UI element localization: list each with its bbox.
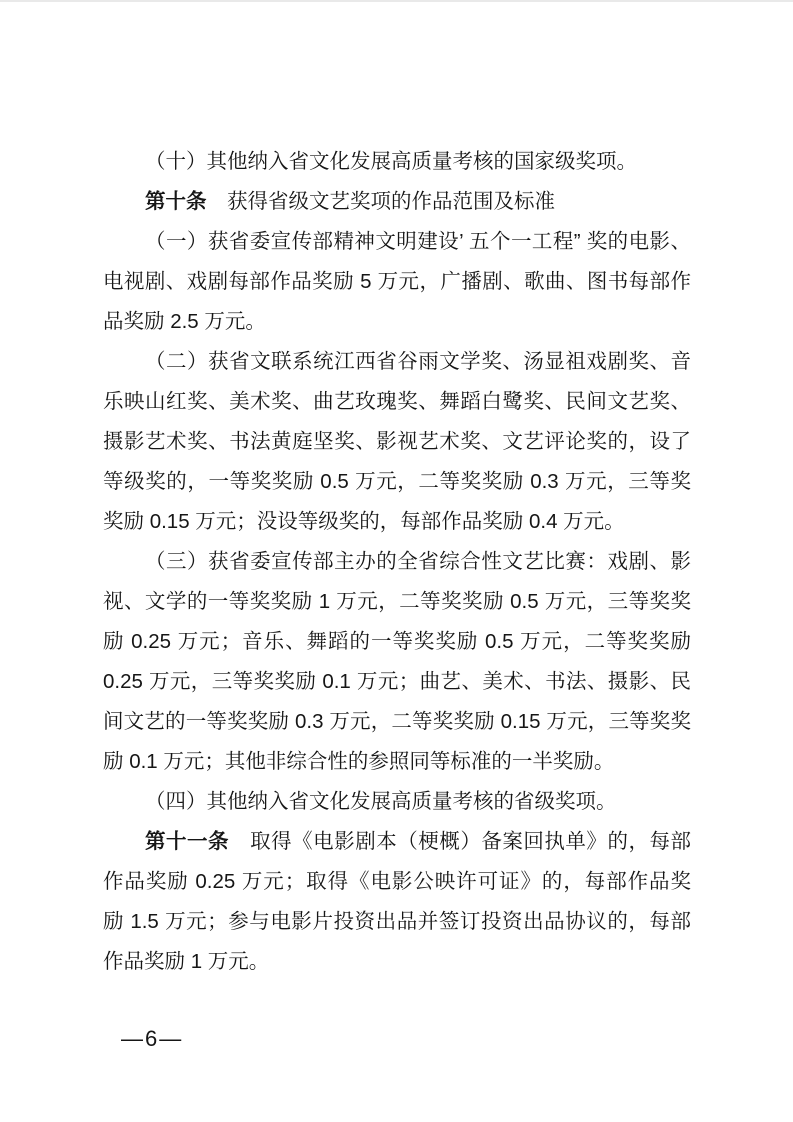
document-line [103,462,691,502]
line-text: 摄影艺术奖、书法黄庭坚奖、影视艺术奖、文艺评论奖的，设了 [103,430,691,453]
document-line [103,262,691,302]
document-line [103,902,691,942]
line-text: 取得《电影剧本（梗概）备案回执单》的，每部 [229,830,691,853]
line-text: 0.25 万元，三等奖奖励 0.1 万元；曲艺、美术、书法、摄影、民 [103,670,691,693]
document-line [103,542,691,582]
line-text: （四）其他纳入省文化发展高质量考核的省级奖项。 [145,790,617,813]
document-line [103,702,691,742]
page-number: —6— [121,1026,184,1051]
document-line [103,342,691,382]
document-line [103,822,691,862]
document-line [103,142,691,182]
line-text: 视、文学的一等奖奖励 1 万元，二等奖奖励 0.5 万元，三等奖奖 [103,590,691,613]
document-line [103,222,691,262]
article-heading: 第十条 [145,190,207,213]
document-line [103,582,691,622]
line-text: 电视剧、戏剧每部作品奖励 5 万元，广播剧、歌曲、图书每部作 [103,270,691,293]
document-line [103,742,691,782]
document-body [103,142,691,982]
line-text: 奖励 0.15 万元；没设等级奖的，每部作品奖励 0.4 万元。 [103,510,625,533]
line-text: 作品奖励 0.25 万元；取得《电影公映许可证》的，每部作品奖 [103,870,691,893]
document-line [103,382,691,422]
scan-top-edge [0,0,793,2]
line-text: （十）其他纳入省文化发展高质量考核的国家级奖项。 [145,150,637,173]
document-line [103,942,691,982]
document-line [103,302,691,342]
line-text: 励 1.5 万元；参与电影片投资出品并签订投资出品协议的，每部 [103,910,691,933]
line-text: 品奖励 2.5 万元。 [103,310,266,333]
line-text: 乐映山红奖、美术奖、曲艺玫瑰奖、舞蹈白鹭奖、民间文艺奖、 [103,390,691,413]
line-text: 获得省级文艺奖项的作品范围及标准 [206,190,555,213]
line-text: （三）获省委宣传部主办的全省综合性文艺比赛：戏剧、影 [145,550,691,573]
line-text: （二）获省文联系统江西省谷雨文学奖、汤显祖戏剧奖、音 [145,350,691,373]
line-text: 励 0.1 万元；其他非综合性的参照同等标准的一半奖励。 [103,750,615,773]
line-text: 励 0.25 万元；音乐、舞蹈的一等奖奖励 0.5 万元，二等奖奖励 [103,630,691,653]
line-text: 等级奖的，一等奖奖励 0.5 万元，二等奖奖励 0.3 万元，三等奖 [103,470,691,493]
line-text: 间文艺的一等奖奖励 0.3 万元，二等奖奖励 0.15 万元，三等奖奖 [103,710,691,733]
document-line [103,622,691,662]
document-line [103,662,691,702]
document-line [103,502,691,542]
document-line [103,862,691,902]
document-line [103,422,691,462]
document-line [103,182,691,222]
line-text: （一）获省委宣传部精神文明建设’ 五个一工程” 奖的电影、 [145,230,691,253]
article-heading: 第十一条 [145,830,230,853]
line-text: 作品奖励 1 万元。 [103,950,270,973]
document-line [103,782,691,822]
